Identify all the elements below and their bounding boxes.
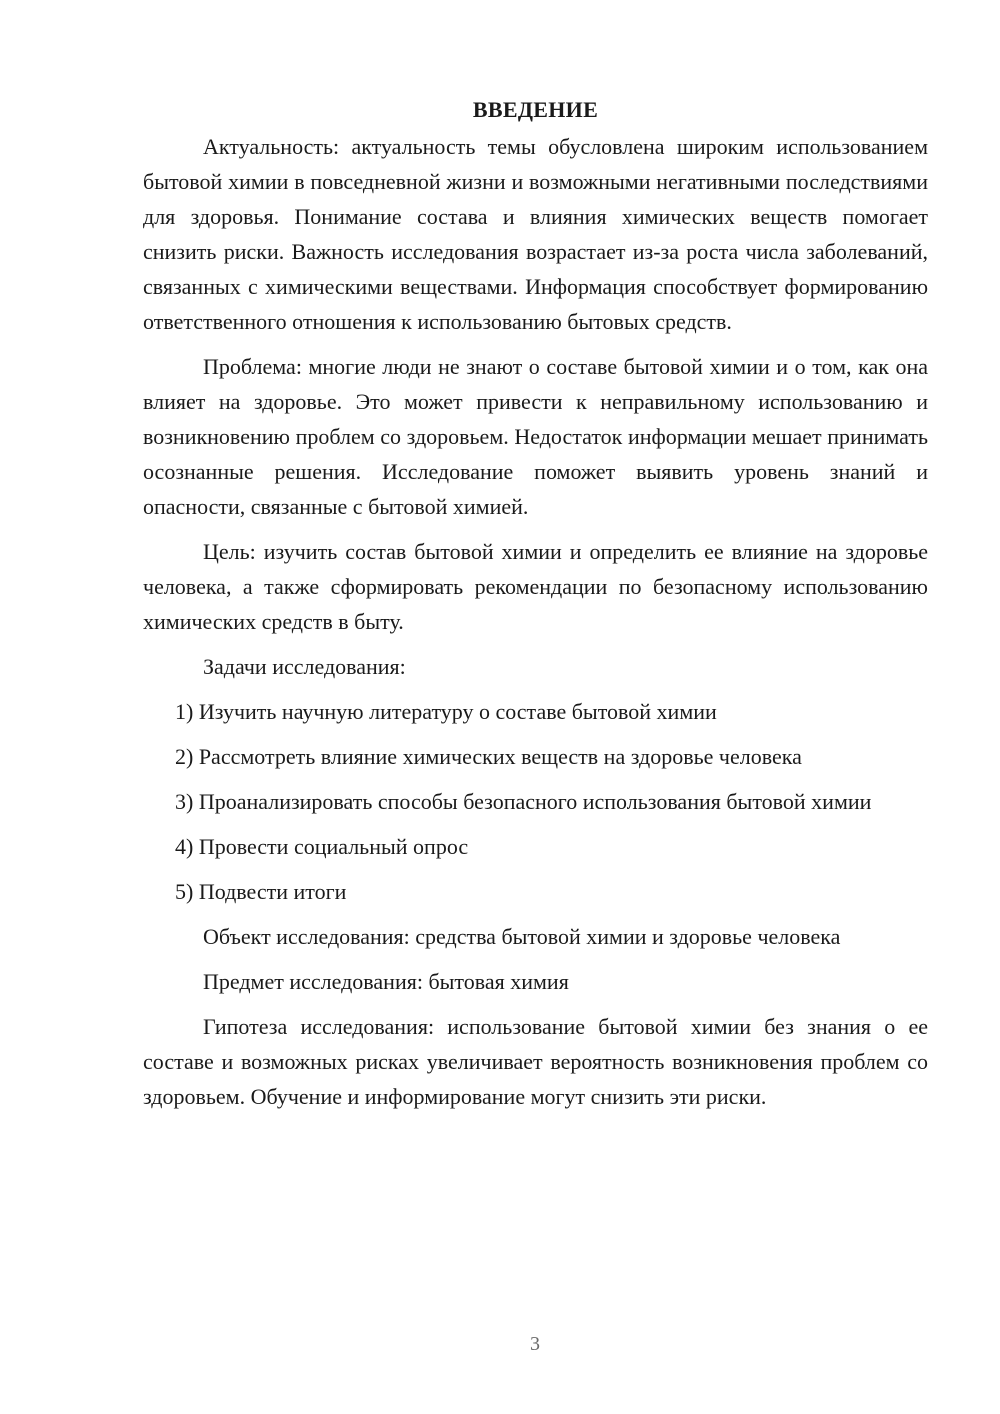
- hypothesis-paragraph: Гипотеза исследования: использование бытовой химии без знания о ее составе и возможных рисках увеличивает вероятность возникновения проблем со здоровьем. Обучение и информирование могут снизить эти риски.: [143, 1014, 928, 1109]
- object-paragraph: Объект исследования: средства бытовой химии и здоровье человека: [203, 924, 841, 949]
- task-item: 4) Провести социальный опрос: [175, 834, 469, 859]
- section-title: ВВЕДЕНИЕ: [472, 97, 599, 122]
- page-number: 3: [530, 1333, 540, 1355]
- task-item: 2) Рассмотреть влияние химических веществ на здоровье человека: [175, 744, 802, 769]
- tasks-list: [143, 694, 928, 909]
- problem-paragraph: Проблема: многие люди не знают о составе бытовой химии и о том, как она влияет на здоровье. Это может привести к неправильному использованию и возникновению проблем со здоровьем. Недостаток информации мешает принимать осознанные решения. Исследование поможет выявить уровень знаний и опасности, связанные с бытовой химией.: [143, 354, 928, 519]
- document-page: [143, 92, 928, 1124]
- goal-paragraph: Цель: изучить состав бытовой химии и определить ее влияние на здоровье человека, а также сформировать рекомендации по безопасному использованию химических средств в быту.: [143, 539, 928, 634]
- task-item: 1) Изучить научную литературу о составе бытовой химии: [175, 699, 717, 724]
- task-item: 5) Подвести итоги: [175, 879, 347, 904]
- subject-paragraph: Предмет исследования: бытовая химия: [203, 969, 569, 994]
- relevance-paragraph: Актуальность: актуальность темы обусловлена широким использованием бытовой химии в повседневной жизни и возможными негативными последствиями для здоровья. Понимание состава и влияния химических веществ помогает снизить риски. Важность исследования возрастает из-за роста числа заболеваний, связанных с химическими веществами. Информация способствует формированию ответственного отношения к использованию бытовых средств.: [143, 134, 928, 334]
- tasks-heading: Задачи исследования:: [203, 654, 406, 679]
- task-item: 3) Проанализировать способы безопасного использования бытовой химии: [175, 789, 872, 814]
